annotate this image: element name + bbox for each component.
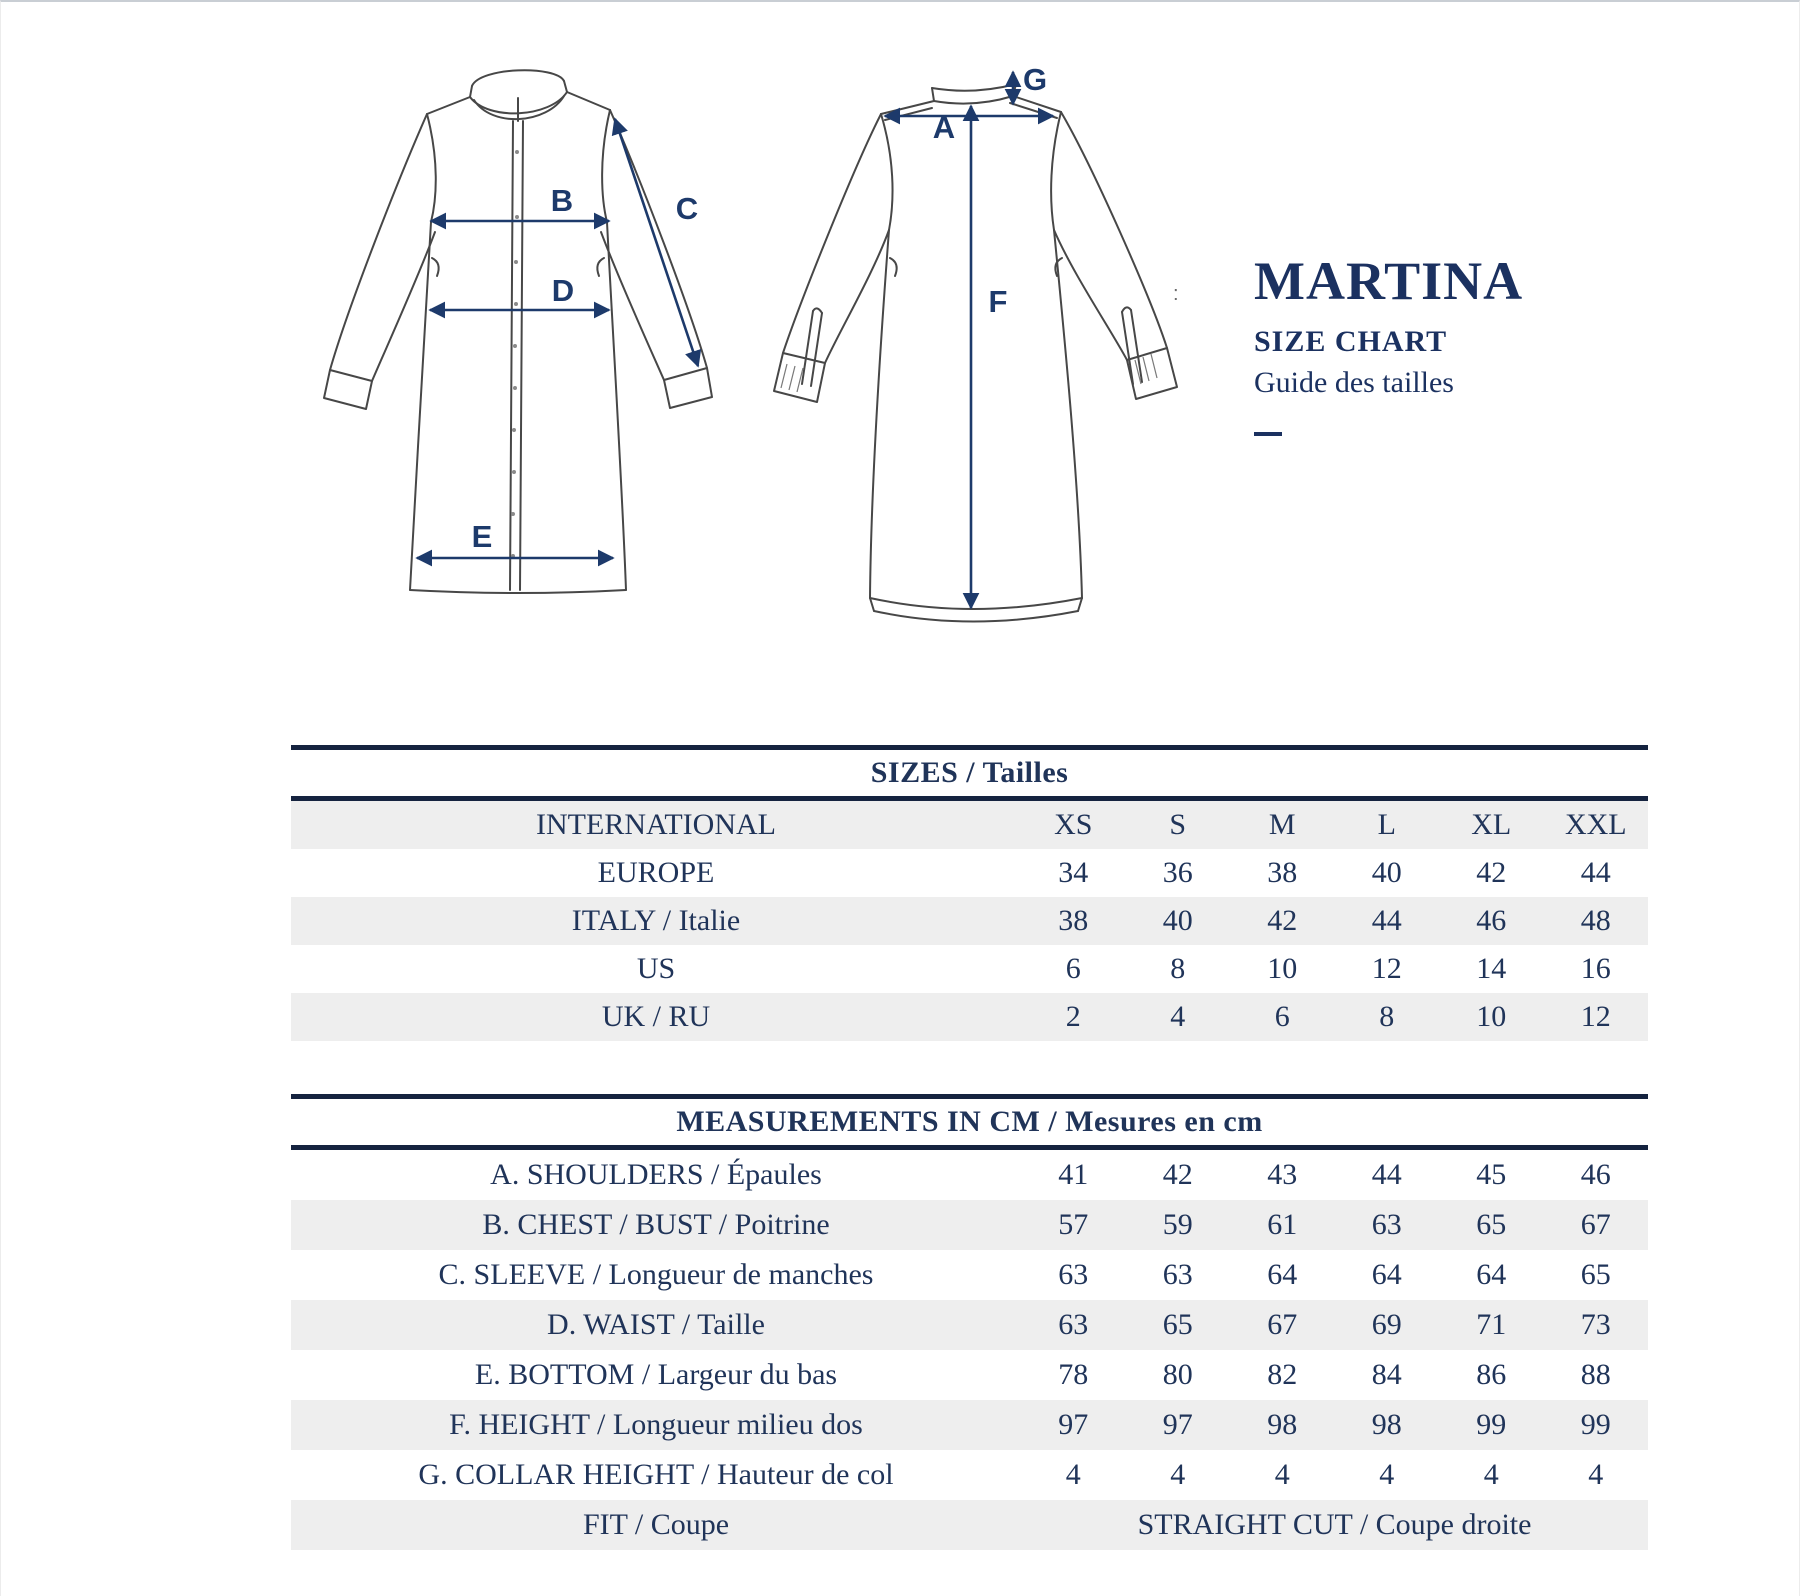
value-cell: 42 [1267, 904, 1298, 937]
row-label: UK / RU [601, 1000, 711, 1033]
value-cell: 63 [1058, 1258, 1089, 1291]
value-cell: 45 [1476, 1158, 1507, 1191]
table-row [291, 1350, 1648, 1400]
row-label: C. SLEEVE / Longueur de manches [438, 1258, 874, 1291]
value-cell: 64 [1267, 1258, 1298, 1291]
value-cell: 78 [1058, 1358, 1089, 1391]
size-chart-heading: SIZE CHART [1254, 325, 1448, 358]
sizes-table-header [291, 748, 1648, 799]
measurements-table [291, 1094, 1648, 1550]
brand-block [1254, 251, 1524, 436]
cuff-hatching [781, 354, 1157, 392]
measurements-table-title: MEASUREMENTS IN CM / Mesures en cm [291, 1097, 1648, 1148]
value-cell: 8 [1170, 952, 1186, 985]
value-cell: 65 [1162, 1308, 1193, 1341]
value-cell: 16 [1580, 952, 1611, 985]
label-collar-g: G [1022, 62, 1048, 97]
row-label: F. HEIGHT / Longueur milieu dos [449, 1408, 863, 1441]
value-cell: 42 [1162, 1158, 1193, 1191]
value-cell: 4 [1588, 1458, 1604, 1491]
value-cell: 84 [1371, 1358, 1402, 1391]
value-cell: XL [1471, 808, 1512, 841]
value-cell: 4 [1170, 1458, 1186, 1491]
value-cell: 98 [1267, 1408, 1298, 1441]
value-cell: 46 [1476, 904, 1507, 937]
row-label: INTERNATIONAL [536, 808, 776, 841]
value-cell: 6 [1274, 1000, 1290, 1033]
table-row [291, 1200, 1648, 1250]
value-cell: 4 [1379, 1458, 1395, 1491]
table-row [291, 993, 1648, 1041]
value-cell: 63 [1058, 1308, 1089, 1341]
value-cell: 38 [1267, 856, 1298, 889]
row-label: EUROPE [597, 856, 715, 889]
table-row [291, 1148, 1648, 1201]
label-shoulders-a: A [932, 110, 956, 145]
divider-dash [1254, 432, 1282, 436]
value-cell: 4 [1065, 1458, 1081, 1491]
value-cell: 57 [1058, 1208, 1089, 1241]
value-cell: 97 [1058, 1408, 1089, 1441]
value-cell: 65 [1580, 1258, 1611, 1291]
value-cell: 63 [1371, 1208, 1402, 1241]
value-cell: 59 [1162, 1208, 1193, 1241]
table-row [291, 897, 1648, 945]
value-cell: 61 [1267, 1208, 1298, 1241]
fit-row [291, 1500, 1648, 1550]
value-cell: 12 [1371, 952, 1402, 985]
sleeve-measure-arrow [615, 119, 698, 366]
value-cell: 6 [1065, 952, 1081, 985]
value-cell: 80 [1162, 1358, 1193, 1391]
value-cell: 36 [1162, 856, 1193, 889]
value-cell: 64 [1476, 1258, 1507, 1291]
label-waist-d: D [551, 273, 575, 308]
table-row [291, 849, 1648, 897]
value-cell: 8 [1379, 1000, 1395, 1033]
measurements-table-header [291, 1097, 1648, 1148]
value-cell: 44 [1371, 1158, 1402, 1191]
stray-mark: : [1173, 283, 1179, 305]
value-cell: 71 [1476, 1308, 1507, 1341]
value-cell: 44 [1580, 856, 1611, 889]
value-cell: L [1377, 808, 1396, 841]
value-cell: 10 [1476, 1000, 1507, 1033]
value-cell: 2 [1065, 1000, 1081, 1033]
table-row [291, 1450, 1648, 1500]
value-cell: 34 [1058, 856, 1089, 889]
value-cell: 99 [1476, 1408, 1507, 1441]
value-cell: 98 [1371, 1408, 1402, 1441]
row-label: B. CHEST / BUST / Poitrine [482, 1208, 830, 1241]
value-cell: 40 [1162, 904, 1193, 937]
table-row [291, 945, 1648, 993]
label-bottom-e: E [471, 519, 493, 554]
value-cell: 48 [1580, 904, 1611, 937]
sizes-table [291, 745, 1648, 1041]
value-cell: 82 [1267, 1358, 1298, 1391]
back-view-drawing [774, 62, 1179, 622]
front-view-drawing [324, 70, 712, 593]
value-cell: 40 [1371, 856, 1402, 889]
row-label: D. WAIST / Taille [547, 1308, 765, 1341]
value-cell: 63 [1162, 1258, 1193, 1291]
value-cell: 12 [1580, 1000, 1611, 1033]
value-cell: XS [1054, 808, 1093, 841]
value-cell: 88 [1580, 1358, 1611, 1391]
value-cell: 41 [1058, 1158, 1089, 1191]
value-cell: 4 [1483, 1458, 1499, 1491]
label-chest-b: B [550, 183, 574, 218]
product-title: MARTINA [1254, 251, 1524, 311]
value-cell: 86 [1476, 1358, 1507, 1391]
value-cell: 4 [1274, 1458, 1290, 1491]
value-cell: 67 [1267, 1308, 1298, 1341]
row-label: G. COLLAR HEIGHT / Hauteur de col [418, 1458, 894, 1491]
value-cell: 64 [1371, 1258, 1402, 1291]
value-cell: 67 [1580, 1208, 1611, 1241]
value-cell: 46 [1580, 1158, 1611, 1191]
value-cell: 44 [1371, 904, 1402, 937]
value-cell: 38 [1058, 904, 1089, 937]
value-cell: 10 [1267, 952, 1298, 985]
row-label: FIT / Coupe [582, 1508, 730, 1541]
value-cell: 43 [1267, 1158, 1298, 1191]
row-label: ITALY / Italie [571, 904, 741, 937]
value-cell: 14 [1476, 952, 1507, 985]
value-cell: XXL [1564, 808, 1627, 841]
value-cell: 73 [1580, 1308, 1611, 1341]
table-row [291, 1300, 1648, 1350]
row-label: A. SHOULDERS / Épaules [490, 1158, 822, 1191]
value-cell: 69 [1371, 1308, 1402, 1341]
value-cell: 99 [1580, 1408, 1611, 1441]
value-cell: 65 [1476, 1208, 1507, 1241]
label-height-f: F [988, 284, 1008, 319]
row-label: US [636, 952, 676, 985]
fit-value: STRAIGHT CUT / Coupe droite [1137, 1508, 1532, 1541]
row-label: E. BOTTOM / Largeur du bas [474, 1358, 838, 1391]
garment-diagrams [241, 42, 1201, 662]
table-row [291, 1250, 1648, 1300]
table-row [291, 799, 1648, 850]
sizes-table-title: SIZES / Tailles [291, 748, 1648, 799]
value-cell: 4 [1170, 1000, 1186, 1033]
label-sleeve-c: C [675, 191, 699, 226]
value-cell: S [1169, 808, 1187, 841]
value-cell: 97 [1162, 1408, 1193, 1441]
value-cell: M [1268, 808, 1296, 841]
value-cell: 42 [1476, 856, 1507, 889]
size-chart-heading-fr: Guide des tailles [1254, 366, 1454, 399]
table-row [291, 1400, 1648, 1450]
